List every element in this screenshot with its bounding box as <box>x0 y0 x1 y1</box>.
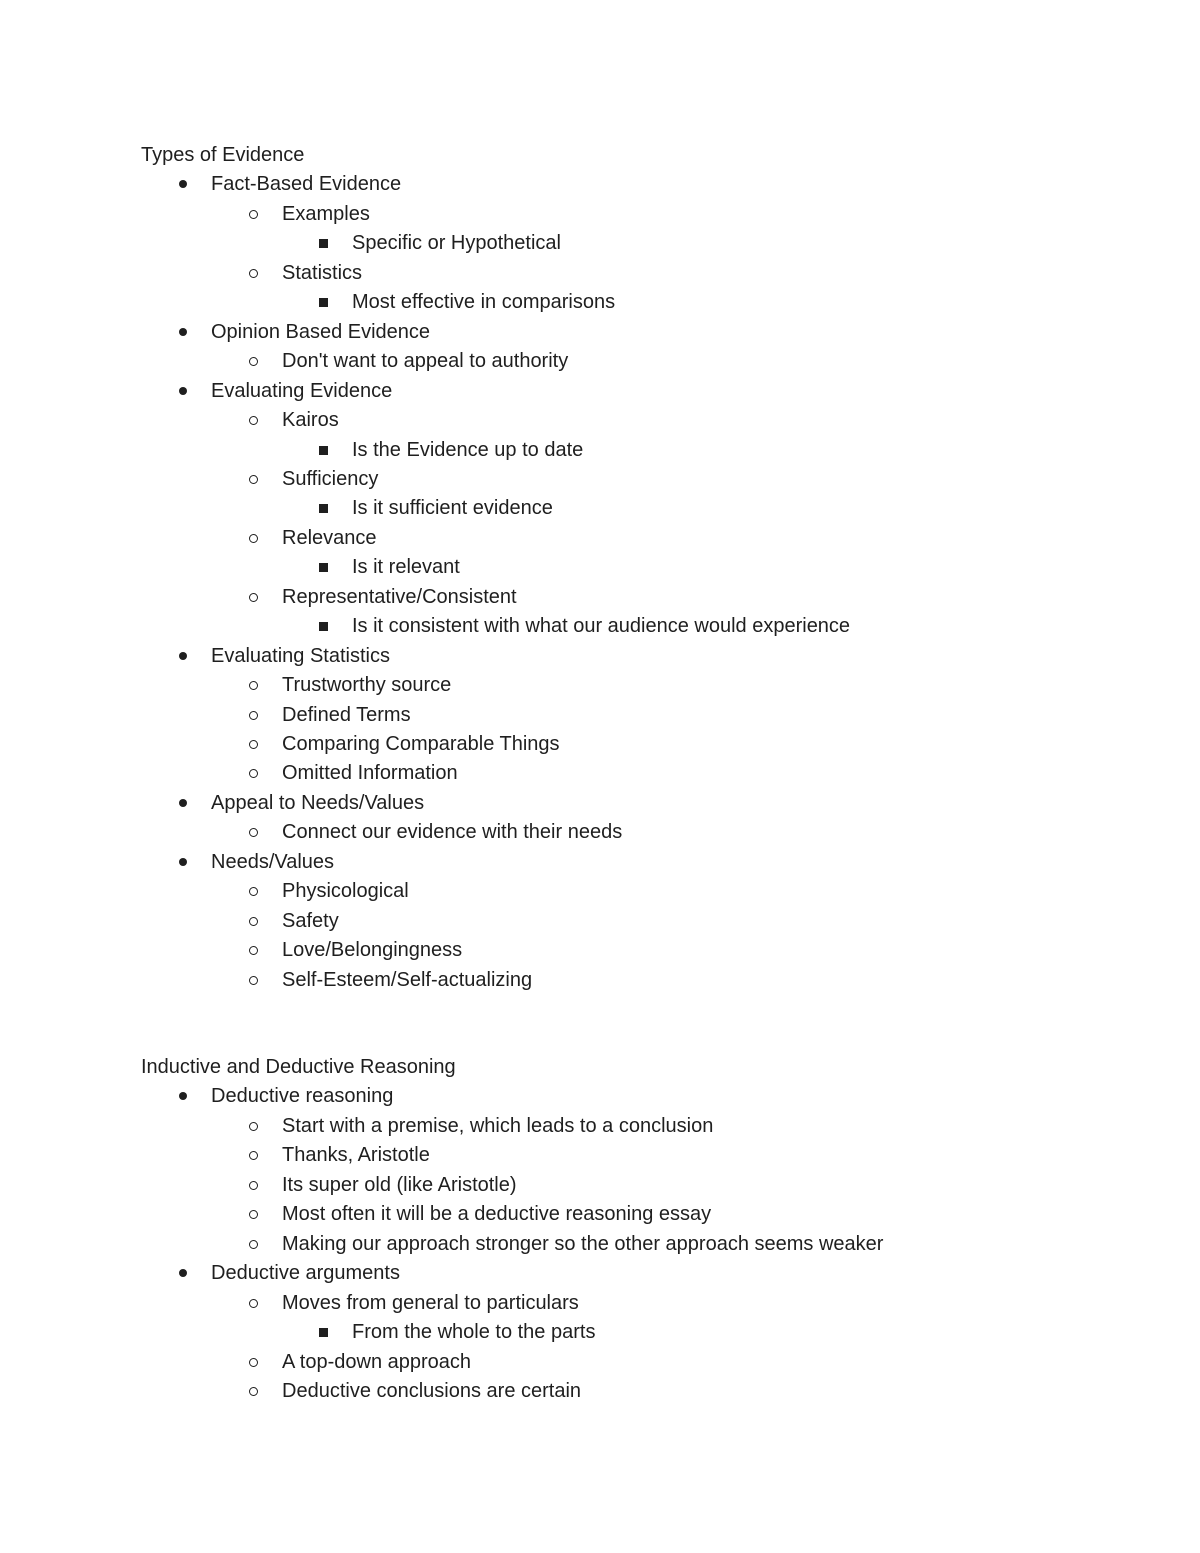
bullet-circle-icon <box>249 1210 258 1219</box>
bullet-square-icon <box>319 622 328 631</box>
list-item-level-2 <box>0 879 1200 903</box>
list-item-text: Evaluating Statistics <box>211 644 390 667</box>
list-item-text: Sufficiency <box>282 467 379 490</box>
list-item-level-3 <box>0 614 1200 638</box>
bullet-circle-icon <box>249 1240 258 1249</box>
list-item-text: Thanks, Aristotle <box>282 1144 430 1167</box>
bullet-circle-icon <box>249 1299 258 1308</box>
list-item-text: Safety <box>282 909 339 932</box>
list-item-level-2 <box>0 1350 1200 1374</box>
bullet-circle-icon <box>249 1122 258 1131</box>
section-heading: Inductive and Deductive Reasoning <box>141 1056 456 1078</box>
bullet-square-icon <box>319 298 328 307</box>
list-item-level-2 <box>0 526 1200 550</box>
bullet-square-icon <box>319 239 328 248</box>
list-item-text: Appeal to Needs/Values <box>211 791 425 814</box>
list-item-text: Most effective in comparisons <box>352 291 616 314</box>
bullet-circle-icon <box>249 976 258 985</box>
list-item-level-2 <box>0 408 1200 432</box>
list-item-level-2 <box>0 1379 1200 1403</box>
list-item-text: Making our approach stronger so the other approach seems weaker <box>282 1232 884 1255</box>
bullet-disc-icon <box>179 328 187 336</box>
list-item-text: Don't want to appeal to authority <box>282 350 569 373</box>
bullet-disc-icon <box>179 858 187 866</box>
list-item-text: Defined Terms <box>282 703 411 726</box>
bullet-circle-icon <box>249 1387 258 1396</box>
bullet-circle-icon <box>249 593 258 602</box>
list-item-level-2 <box>0 261 1200 285</box>
list-item-text: Fact-Based Evidence <box>211 173 402 196</box>
list-item-text: Is it sufficient evidence <box>352 497 553 520</box>
list-item-text: Is the Evidence up to date <box>352 438 584 461</box>
list-item-text: Start with a premise, which leads to a conclusion <box>282 1114 714 1137</box>
list-item-text: Its super old (like Aristotle) <box>282 1173 517 1196</box>
list-item-text: Love/Belongingness <box>282 939 463 962</box>
list-item-text: Moves from general to particulars <box>282 1291 579 1314</box>
list-item-text: Connect our evidence with their needs <box>282 821 623 844</box>
list-item-level-3 <box>0 1320 1200 1344</box>
bullet-circle-icon <box>249 1358 258 1367</box>
list-item-level-1 <box>0 1084 1200 1108</box>
bullet-circle-icon <box>249 416 258 425</box>
list-item-level-2 <box>0 1114 1200 1138</box>
list-item-text: Comparing Comparable Things <box>282 733 560 755</box>
list-item-text: Representative/Consistent <box>282 585 517 608</box>
list-item-text: Most often it will be a deductive reasoning essay <box>282 1203 712 1226</box>
list-item-text: Is it relevant <box>352 556 460 579</box>
list-item-text: Deductive arguments <box>211 1262 400 1285</box>
list-item-text: Trustworthy source <box>282 674 452 697</box>
list-item-text: Self-Esteem/Self-actualizing <box>282 968 533 991</box>
bullet-circle-icon <box>249 917 258 926</box>
list-item-text: Is it consistent with what our audience would experience <box>352 615 851 638</box>
bullet-disc-icon <box>179 652 187 660</box>
bullet-square-icon <box>319 504 328 513</box>
list-item-text: Opinion Based Evidence <box>211 320 431 343</box>
list-item-level-2 <box>0 202 1200 226</box>
list-item-level-3 <box>0 555 1200 579</box>
list-item-text: Specific or Hypothetical <box>352 232 561 255</box>
list-item-level-2 <box>0 1173 1200 1197</box>
bullet-circle-icon <box>249 1181 258 1190</box>
list-item-level-1 <box>0 644 1200 668</box>
bullet-circle-icon <box>249 711 258 720</box>
list-item-text: Deductive conclusions are certain <box>282 1379 582 1402</box>
bullet-disc-icon <box>179 799 187 807</box>
bullet-circle-icon <box>249 769 258 778</box>
list-item-level-3 <box>0 290 1200 314</box>
bullet-circle-icon <box>249 269 258 278</box>
bullet-circle-icon <box>249 357 258 366</box>
list-item-text: Kairos <box>282 409 339 432</box>
list-item-level-1 <box>0 172 1200 196</box>
list-item-level-2 <box>0 909 1200 933</box>
list-item-text: Statistics <box>282 261 363 284</box>
bullet-square-icon <box>319 1328 328 1337</box>
list-item-level-1 <box>0 850 1200 874</box>
list-item-text: Needs/Values <box>211 850 335 873</box>
list-item-level-2 <box>0 1202 1200 1226</box>
bullet-circle-icon <box>249 946 258 955</box>
list-item-level-3 <box>0 496 1200 520</box>
list-item-text: A top-down approach <box>282 1350 472 1373</box>
list-item-text: Evaluating Evidence <box>211 379 393 402</box>
bullet-circle-icon <box>249 210 258 219</box>
bullet-disc-icon <box>179 1269 187 1277</box>
list-item-level-2 <box>0 703 1200 727</box>
list-item-level-2 <box>0 1232 1200 1256</box>
list-item-level-1 <box>0 320 1200 344</box>
list-item-text: Relevance <box>282 526 377 549</box>
bullet-circle-icon <box>249 828 258 837</box>
list-item-level-2 <box>0 968 1200 992</box>
bullet-square-icon <box>319 563 328 572</box>
bullet-square-icon <box>319 446 328 455</box>
list-item-level-3 <box>0 231 1200 255</box>
list-item-level-2 <box>0 761 1200 785</box>
bullet-circle-icon <box>249 534 258 543</box>
list-item-level-2 <box>0 467 1200 491</box>
bullet-circle-icon <box>249 887 258 896</box>
section-heading: Types of Evidence <box>141 144 305 166</box>
list-item-level-2 <box>0 732 1200 756</box>
bullet-circle-icon <box>249 475 258 484</box>
bullet-disc-icon <box>179 387 187 395</box>
list-item-text: From the whole to the parts <box>352 1321 596 1344</box>
list-item-level-2 <box>0 820 1200 844</box>
list-item-text: Deductive reasoning <box>211 1085 394 1108</box>
list-item-level-1 <box>0 791 1200 815</box>
list-item-level-2 <box>0 349 1200 373</box>
list-item-level-1 <box>0 1261 1200 1285</box>
bullet-circle-icon <box>249 681 258 690</box>
bullet-circle-icon <box>249 1151 258 1160</box>
list-item-level-2 <box>0 1291 1200 1315</box>
list-item-text: Examples <box>282 202 370 225</box>
bullet-disc-icon <box>179 180 187 188</box>
list-item-level-1 <box>0 379 1200 403</box>
list-item-level-2 <box>0 938 1200 962</box>
list-item-level-3 <box>0 438 1200 462</box>
list-item-text: Physicological <box>282 880 409 903</box>
list-item-level-2 <box>0 585 1200 609</box>
list-item-level-2 <box>0 1143 1200 1167</box>
list-item-level-2 <box>0 673 1200 697</box>
bullet-circle-icon <box>249 740 258 749</box>
bullet-disc-icon <box>179 1092 187 1100</box>
list-item-text: Omitted Information <box>282 762 458 785</box>
